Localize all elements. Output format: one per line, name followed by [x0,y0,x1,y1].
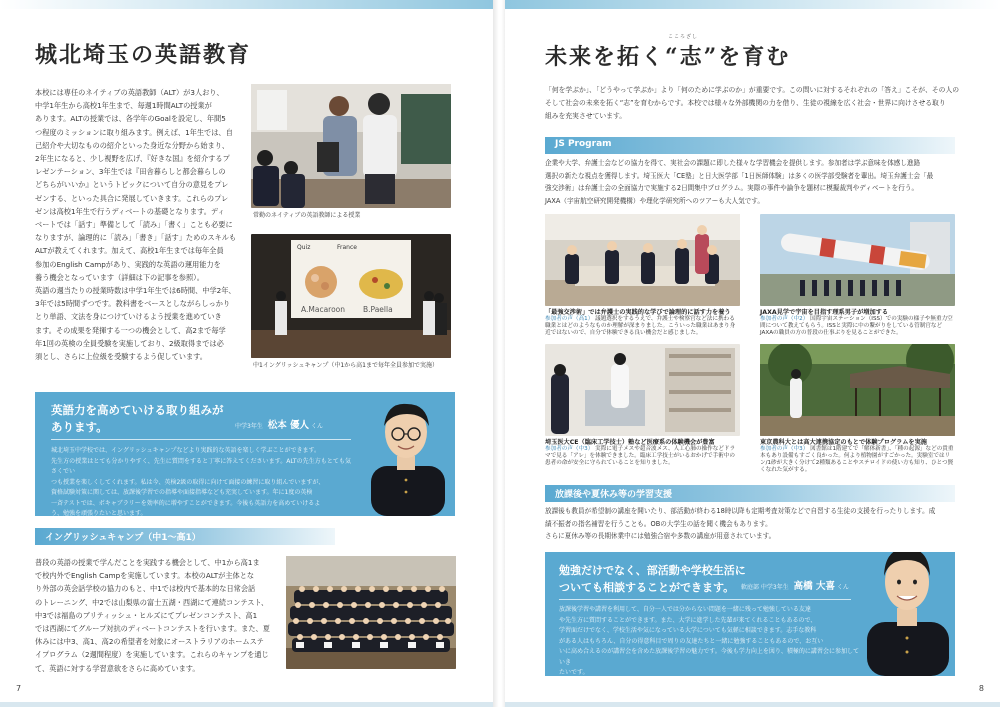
js-program-line: 強交渉術」は弁護士会の全面協力で実施する2日間集中プログラム。実際の事件や論争を題材に模擬裁判やディベートを行う。 [545,184,919,193]
intro-line: ゼンする、といった具合に発展していきます。これらのプレ [35,193,229,203]
medical-photo-caption [545,439,740,467]
right-intro-text [545,84,975,123]
camp-line: のトレーニング、中2では山梨県の富士五湖・西湖にて連続コンテスト、 [35,597,269,607]
after-school-line: 績不振者の指名補習を行うことも。OBの大学生の話を聞く機会もあります。 [545,519,772,528]
interview-heading [559,562,746,596]
interview-line: 放課後学習や講習を利用して、自分一人では分からない問題を一緒に残って勉強している友達 [559,606,811,613]
intro-line: つ程度のミッションに取り組みます。例えば、1年生では、自 [35,127,233,137]
student-portrait [857,552,955,676]
caption-title: JAXA見学で宇宙を目指す理系男子が増加する [760,309,889,316]
intro-line: ゼンは高校1年生で行うディベートの基礎となります。ディ [35,206,225,216]
english-camp-photo-caption: 中1イングリッシュキャンプ（中1から高1まで毎年全員参加で実施） [253,362,438,369]
camp-line: で校内外でEnglish Campを実施しています。本校のALTが主体とな [35,571,255,581]
camp-line: イプログラム（2週間程度）を実施しています。これらのキャンプを通じ [35,650,269,660]
page-number: 7 [16,684,22,693]
right-page-title: 未来を拓く“志”を育む [545,44,791,70]
js-program-section-bar [545,137,955,154]
left-page-title: 城北埼玉の英語教育 [35,42,252,68]
interview-heading [51,402,224,436]
intro-line: 英語の週当たりの授業時数は中学1年生では6時間、中学2年、 [35,286,236,296]
js-program-section-title: JS Program [555,139,612,149]
panel-divider [559,599,851,600]
right-page [505,0,1000,707]
agriculture-photo-caption [760,439,955,474]
english-camp-photo [251,234,451,358]
after-school-line: 放課後も教員が希望制の講座を開いたり、部活動が終わる18時以降も定期考査対策などで自習する生徒の支援を行ったりします。成 [545,507,936,515]
interview-line: いに高め合えるのが講習会を含めた放課後学習の魅力です。今後も学力向上を図り、積極的に講習会に参加していき [559,648,859,666]
after-school-text [545,505,975,543]
top-accent-strip [505,0,1000,9]
intro-line: あります。ALTの授業では、各学年のGoalを設定し、年間5 [35,114,226,124]
interview-line: 学習面だけでなく、学校生活や気になっている大学についても気軽に相談できます。志手な教科 [559,627,817,634]
slide-option-b-label: B.Paella [363,305,393,314]
intro-line: とり単語、文法を身につけていけるよう授業を進めていき [35,312,222,322]
intro-line: どちらがいいか』というトピックについて自分の意見をプレ [35,180,229,190]
student-interview-panel [35,392,455,516]
negotiation-program-photo [545,214,740,306]
student-portrait [357,396,453,516]
interview-line: たいです。 [559,669,589,676]
intro-line: 2年生になると、少し視野を広げ、『好きな国』を紹介するプ [35,154,230,164]
interview-line: う、勉強を頑張りたいと思います。 [51,510,147,516]
camp-group-photo [286,556,456,669]
intro-line: 「何を学ぶか」、「どうやって学ぶか」より「何のために学ぶのか」が重要です。この問いに対するそれぞれの「答え」こそが、その人の [545,86,960,94]
slide-quiz-label: Quiz [297,244,311,251]
intro-line: 本校には専任のネイティブの英語教師（ALT）が3人おり、 [35,88,224,97]
camp-line: 休みには中3、高1、高2の希望者を対象にオーストラリアのホームステ [35,637,264,647]
caption-voice-label: 参加者の声（中3） [760,446,809,452]
left-intro-text [35,86,245,363]
title-furigana: こころざし [668,34,699,40]
intro-line: 参加のEnglish Campがあり、実践的な英語の運用能力を [35,259,221,269]
caption-voice-label: 参加者の声（中2） [760,316,809,322]
intro-line: 中学1年生から高校1年生まで、毎週1時間ALTの授業が [35,101,212,111]
intro-line: そして社会の未来を拓く“志”を育むからです。本校では様々な外部機関の力を借り、生徒の視線を広く社会・世界に向けさせる取り [545,99,946,107]
caption-title: 東京農科大とは高大連携協定のもとで体験プログラムを実施 [760,439,927,446]
page-number: 8 [978,684,984,693]
caption-voice-label: 参加者の声（中3） [545,446,594,452]
jaxa-photo-caption [760,309,955,337]
caption-text: 図書館は1階建てで「解体新書」、「種の起源」などの貴重本もあり設備もすごく良かった。何より植物園がすごかった。実験室ではリン/1砂が大きく分けて2種類あることやステロイドの使い方も知り、ひとつ賢くなれた気がする。 [760,446,954,473]
student-honorific: くん [310,423,323,430]
student-grade: 軟庭部 中学3年生 [741,584,789,591]
agriculture-program-photo [760,344,955,436]
caption-title: 埼玉医大CE（臨床工学技士）塾など医療系の体験機会が豊富 [545,439,715,446]
intro-line: ALTが教えてくれます。加えて、高校1年生までは毎年全員 [35,246,224,256]
intro-line: 須とし、さらに上位級を受験するよう促しています。 [35,352,207,362]
jaxa-tour-photo [760,214,955,306]
caption-voice-label: 参加者の声（高1） [545,316,594,322]
student-honorific: くん [836,584,849,591]
interview-heading-line: あります。 [51,420,108,434]
js-program-line: 選択の新たな視点を獲得します。埼玉医大「CE塾」と日大医学部「1日医師体験」は多くの医学部受験者を輩出。埼玉弁護士会「最 [545,171,934,180]
english-camp-section-bar [35,528,335,545]
camp-line: て、英語に対する学習意欲をさらに高めています。 [35,663,200,673]
interview-heading-line: 英語力を高めていける取り組みが [51,403,224,417]
top-accent-strip [0,0,495,9]
interview-line: 先生方の授業はとても分かりやすく、先生に質問をすると丁寧に答えてくださいます。ALTの先生方もとても気さくでい [51,457,351,475]
english-camp-text [35,556,280,675]
intro-line: なりますが、論理的に「読み」「書き」「話す」ためのスキルも [35,233,237,243]
camp-line: では西湖にてグループ対抗のディベートコンテストを行います。また、夏 [35,624,270,634]
student-name: 松本 優人 [267,420,310,431]
after-school-section-title: 放課後や夏休み等の学習支援 [555,490,673,500]
interview-heading-line: ついても相談することができます。 [559,581,735,594]
caption-text: 国際宇宙ステーション（ISS）での実験の様子や無重力空間について教えてもらう。ISSと実際に中の繋がりをしている管制官などJAXAの職員の方の普段の仕事ぶりを見ることができた。 [760,316,953,336]
medical-program-photo [545,344,740,436]
after-school-line: さらに夏休み等の長期休業中には勉強合宿や多数の講座が用意されています。 [545,532,776,541]
interview-line: 城北埼玉中学校では、イングリッシュキャンプなどより実践的な英語を楽しく学ぶことができます。 [51,447,321,454]
js-program-line: JAXA（宇宙航空研究開発機構）や理化学研究所へのツアーも大人気です。 [545,196,764,205]
student-name-tag [741,578,849,592]
intro-line: 養う機会となっています（詳細は下の記事を参照）。 [35,272,204,282]
interview-body [51,446,351,516]
caption-text: 実際に電子メスや超音波メス、人工心肺の操作などドラマで見る「アレ」を体験できました。臨床工学技士がいるおかげで手術中の患者の命が安全に守られていることを知りました。 [545,446,736,466]
interview-body [559,605,859,676]
interview-heading-line: 勉強だけでなく、部活動や学校生活に [559,564,746,577]
camp-line: り外部の英会話学校の協力のもと、中1では校内で基本的な日常会話 [35,584,256,594]
intro-line: 己紹介や大切なものの紹介といった身近な分野から始まり、 [35,140,230,150]
student-interview-panel [545,552,955,676]
js-program-line: 企業や大学、弁護士会などの協力を得て、実社会の課題に即した様々な学習機会を提供します。参加者は学ぶ意味を体感し進路 [545,159,921,167]
english-camp-section-title: イングリッシュキャンプ（中1～高1） [45,533,201,543]
interview-line: 資格試験対策に関しては、放課後学習での指導や面接指導なども充実しています。年に1度の英検 [51,489,313,496]
caption-title: 「最強交渉術」では弁護士の実践的な学びで論理的に話す力を養う [545,309,731,316]
classroom-photo-caption: 常勤のネイティブの英語教師による授業 [253,212,361,219]
intro-line: 組みを充実させています。 [545,112,627,120]
panel-divider [51,439,351,440]
student-grade: 中学3年生 [235,423,263,430]
intro-line: 3年では5時間ずつです。教科書をベースとしながらしっかり [35,299,231,309]
camp-line: 普段の英語の授業で学んだことを実践する機会として、中1から高1ま [35,558,260,567]
bottom-accent-strip [0,702,495,707]
classroom-photo [251,84,451,208]
intro-line: 年1回の英検の全員受験を実施しており、2級取得までは必 [35,338,224,348]
left-page [0,0,495,707]
caption-text: 議題選択をするうえで、弁護士や検察官など法に携わる職業とはどのようなものか理解が深まりました。こういった職業はあまり身近ではないので、自分で体験できる良い機会だと感じました。 [545,316,736,336]
bottom-accent-strip [505,702,1000,707]
js-program-text [545,157,975,207]
student-name: 高橋 大喜 [793,581,835,592]
interview-line: 一斉テストでは、ボキャブラリーを効率的に増やすことができます。今後も英語力を高めていけるよ [51,499,321,507]
interview-line: つも授業を楽しくしてくれます。私は今、英検2級の取得に向けて面接の練習に取り組んでいますが、 [51,478,325,486]
interview-line: や先生方に質問することができます。また、大学に進学した先輩が来てくれることもあるので、 [559,616,817,624]
intro-line: ます。その成果を発揮する一つの機会として、高2まで毎学 [35,325,226,335]
after-school-section-bar [545,485,955,502]
slide-option-a-label: A.Macaroon [301,305,346,314]
intro-line: ベートでは「話す」準備として「読み」「書く」ことも必要に [35,220,233,230]
camp-line: 中3では福島のブリティッシュ・ヒルズにてプレゼンコンテスト、高1 [35,610,258,620]
intro-line: レゼンテーション、3年生では『田舎暮らしと都会暮らしの [35,167,226,177]
interview-line: がある人はもちろん、自分の得意科目で周りの友達たちと一緒に勉強することもあるので、お互い [559,637,824,645]
student-name-tag [235,417,323,431]
negotiation-photo-caption [545,309,740,337]
slide-country-label: France [337,244,357,251]
